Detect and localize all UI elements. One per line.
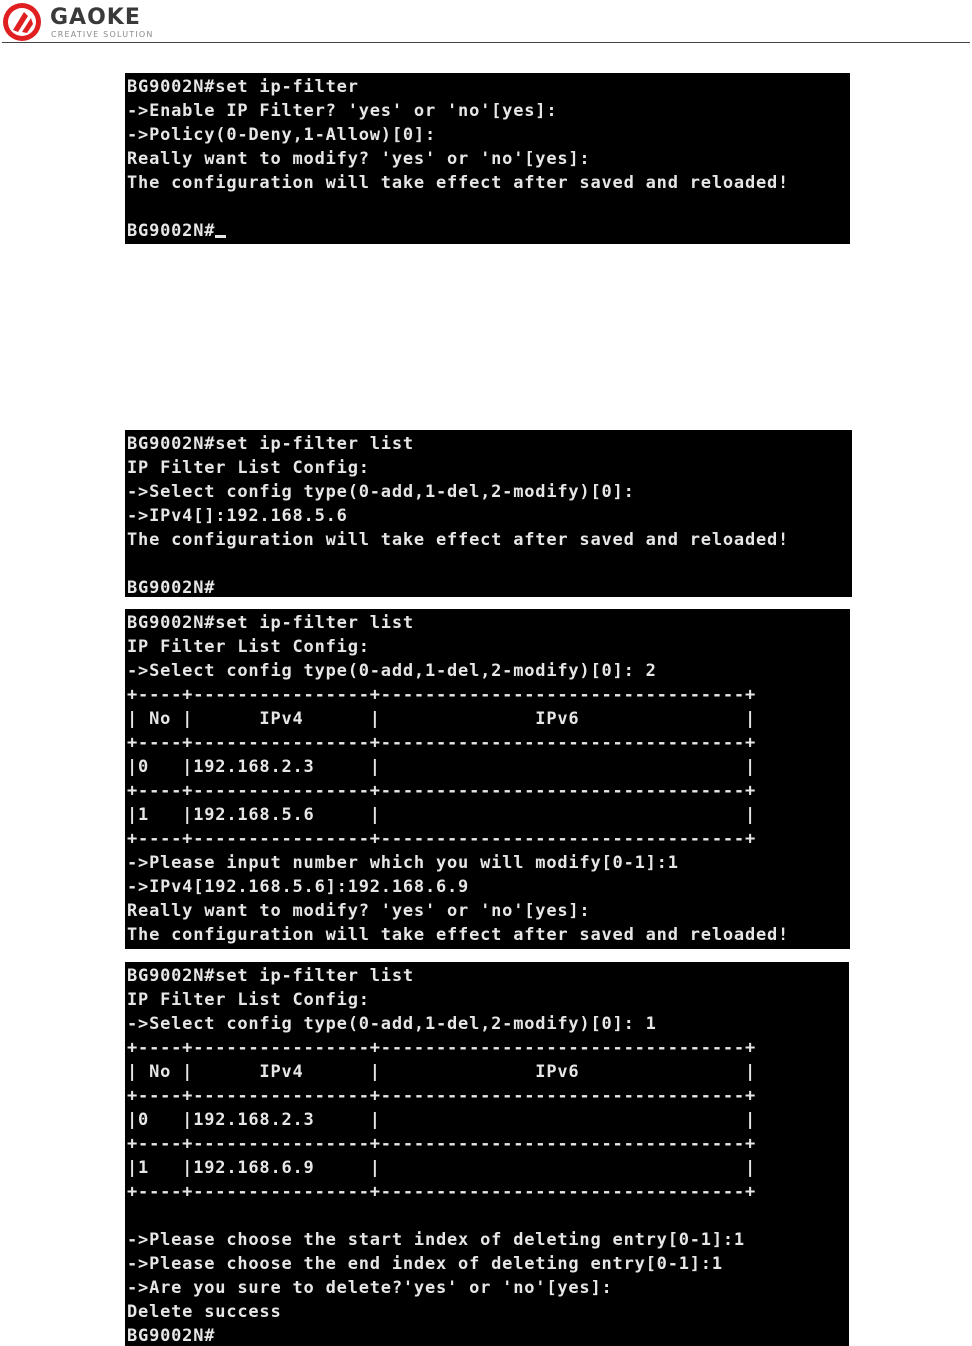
gaoke-logo-icon <box>2 2 42 42</box>
terminal-line: +----+----------------+---------------------------------+ <box>127 1038 756 1058</box>
terminal-line: +----+----------------+---------------------------------+ <box>127 1086 756 1106</box>
terminal-line: +----+----------------+---------------------------------+ <box>127 733 756 753</box>
terminal-line: ->Enable IP Filter? 'yes' or 'no'[yes]: <box>127 101 558 121</box>
terminal-line: ->Select config type(0-add,1-del,2-modify)[0]: 2 <box>127 661 657 681</box>
terminal-line <box>127 195 850 219</box>
terminal-line: +----+----------------+---------------------------------+ <box>127 1182 756 1202</box>
terminal-line: +----+----------------+---------------------------------+ <box>127 829 756 849</box>
terminal-line: BG9002N#set ip-filter list <box>127 434 414 454</box>
terminal-line: The configuration will take effect after saved and reloaded! <box>127 925 790 945</box>
brand-tagline: CREATIVE SOLUTION <box>51 30 154 39</box>
terminal-line: ->Please choose the start index of deleting entry[0-1]:1 <box>127 1230 745 1250</box>
terminal-line: BG9002N#set ip-filter <box>127 77 359 97</box>
terminal-line: BG9002N#set ip-filter list <box>127 613 414 633</box>
terminal-line: |1 |192.168.6.9 | | <box>127 1158 756 1178</box>
terminal-line: Delete success <box>127 1302 282 1322</box>
terminal-line: IP Filter List Config: <box>127 458 370 478</box>
terminal-line: ->Please choose the end index of deleting entry[0-1]:1 <box>127 1254 723 1274</box>
terminal-screenshot-enable-filter <box>125 73 850 244</box>
terminal-line: +----+----------------+---------------------------------+ <box>127 1134 756 1154</box>
terminal-line: BG9002N#set ip-filter list <box>127 966 414 986</box>
terminal-line: IP Filter List Config: <box>127 637 370 657</box>
terminal-line: The configuration will take effect after saved and reloaded! <box>127 173 790 193</box>
terminal-line: ->Select config type(0-add,1-del,2-modify)[0]: 1 <box>127 1014 657 1034</box>
terminal-line: | No | IPv4 | IPv6 | <box>127 1062 756 1082</box>
header-divider <box>2 42 970 43</box>
terminal-line: | No | IPv4 | IPv6 | <box>127 709 756 729</box>
terminal-line: ->IPv4[192.168.5.6]:192.168.6.9 <box>127 877 470 897</box>
terminal-screenshot-add-entry <box>125 430 852 597</box>
terminal-line: +----+----------------+---------------------------------+ <box>127 781 756 801</box>
terminal-line: |0 |192.168.2.3 | | <box>127 1110 756 1130</box>
terminal-line: The configuration will take effect after saved and reloaded! <box>127 530 790 550</box>
terminal-line: BG9002N# <box>127 1326 216 1346</box>
terminal-line: Really want to modify? 'yes' or 'no'[yes]: <box>127 149 591 169</box>
page-header <box>0 0 972 44</box>
terminal-screenshot-modify-entry <box>125 609 850 949</box>
terminal-line: Really want to modify? 'yes' or 'no'[yes]: <box>127 901 591 921</box>
terminal-line: ->IPv4[]:192.168.5.6 <box>127 506 348 526</box>
terminal-line <box>127 552 852 576</box>
terminal-line: |1 |192.168.5.6 | | <box>127 805 756 825</box>
terminal-line: IP Filter List Config: <box>127 990 370 1010</box>
terminal-line: BG9002N# <box>127 219 850 243</box>
terminal-line <box>127 1204 849 1228</box>
terminal-line: |0 |192.168.2.3 | | <box>127 757 756 777</box>
terminal-line: ->Are you sure to delete?'yes' or 'no'[yes]: <box>127 1278 613 1298</box>
terminal-line: BG9002N# <box>127 578 216 597</box>
terminal-line: +----+----------------+---------------------------------+ <box>127 685 756 705</box>
terminal-line: ->Please input number which you will modify[0-1]:1 <box>127 853 679 873</box>
terminal-cursor <box>215 235 226 238</box>
terminal-screenshot-delete-entry <box>125 962 849 1346</box>
brand-name: GAOKE <box>50 5 141 30</box>
terminal-line: ->Policy(0-Deny,1-Allow)[0]: <box>127 125 436 145</box>
terminal-line: ->Select config type(0-add,1-del,2-modify)[0]: <box>127 482 635 502</box>
